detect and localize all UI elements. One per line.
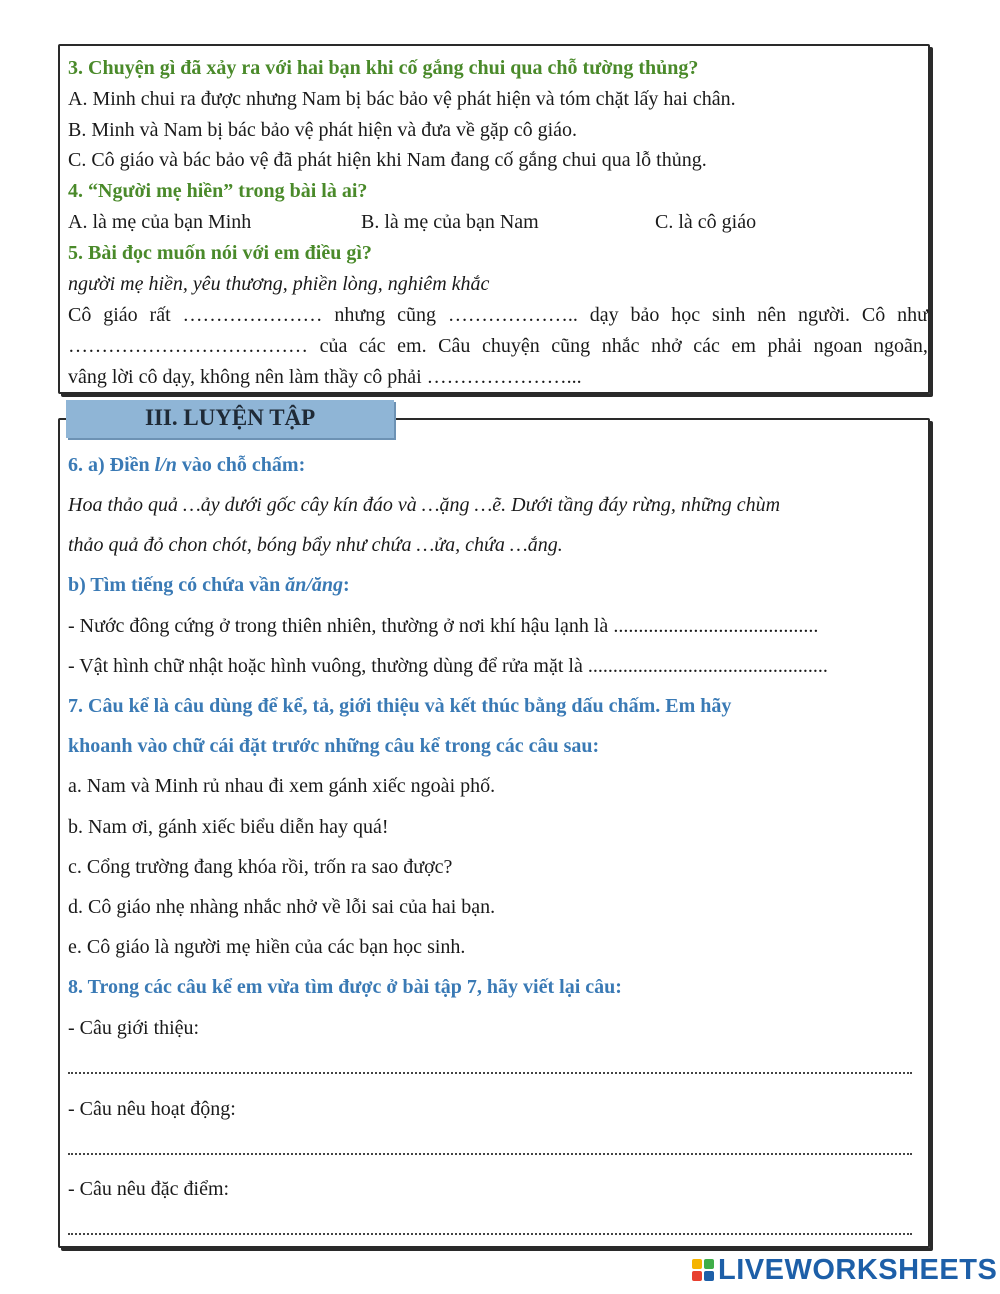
- q5-word: các: [358, 335, 386, 357]
- q7-option-a[interactable]: a. Nam và Minh rủ nhau đi xem gánh xiếc ngoài phố.: [68, 775, 496, 797]
- logo-square-4: [704, 1271, 714, 1281]
- q5-fill-line-1: [68, 302, 928, 328]
- q5-word: rất: [149, 304, 171, 326]
- q7-option-b[interactable]: b. Nam ơi, gánh xiếc biểu diễn hay quá!: [68, 816, 389, 838]
- question-7-line-2: khoanh vào chữ cái đặt trước những câu kể trong các câu sau:: [68, 735, 600, 757]
- q4-option-c[interactable]: C. là cô giáo: [655, 211, 757, 233]
- q7-option-c[interactable]: c. Cổng trường đang khóa rồi, trốn ra sao được?: [68, 856, 453, 878]
- q5-word[interactable]: ………………..: [447, 304, 578, 326]
- q8-answer-line-1[interactable]: [68, 1072, 912, 1074]
- q7-option-e[interactable]: e. Cô giáo là người mẹ hiền của các bạn học sinh.: [68, 936, 466, 958]
- q5-word[interactable]: …………………: [182, 304, 323, 326]
- q5-word: nhở: [651, 335, 682, 357]
- q8-item-2: - Câu nêu hoạt động:: [68, 1098, 236, 1120]
- q5-word: Cô: [861, 304, 886, 326]
- q5-fill-line-2: [68, 333, 928, 359]
- q6-passage-line-2: thảo quả đỏ chon chót, bóng bẩy như chứa …ửa, chứa …ắng.: [68, 534, 563, 556]
- section-title: III. LUYỆN TẬP: [145, 405, 316, 430]
- q6-passage-line-1: Hoa thảo quả …ảy dưới gốc cây kín đáo và …ặng …ẽ. Dưới tầng đáy rừng, những chùm: [68, 494, 781, 516]
- q5-word: ngoan: [813, 335, 863, 357]
- logo-text: LIVEWORKSHEETS: [718, 1253, 998, 1286]
- q7-option-d[interactable]: d. Cô giáo nhẹ nhàng nhắc nhở về lỗi sai của hai bạn.: [68, 896, 496, 918]
- q5-word: sinh: [712, 304, 746, 326]
- q6b-item-1[interactable]: - Nước đông cứng ở trong thiên nhiên, thường ở nơi khí hậu lạnh là .........................................: [68, 615, 819, 637]
- q5-fill-line-3: vâng lời cô dạy, không nên làm thầy cô phải …………………...: [68, 366, 582, 388]
- q5-word: em: [731, 335, 756, 357]
- q3-option-b[interactable]: B. Minh và Nam bị bác bảo vệ phát hiện và đưa về gặp cô giáo.: [68, 119, 578, 141]
- q6b-prefix: b) Tìm tiếng có chứa vần: [68, 574, 286, 596]
- q6a-italic: l/n: [154, 454, 177, 476]
- q6a-suffix: vào chỗ chấm:: [176, 454, 306, 476]
- q4-options: [68, 209, 928, 235]
- liveworksheets-logo: [692, 1254, 997, 1286]
- question-5: 5. Bài đọc muốn nói với em điều gì?: [68, 242, 372, 264]
- question-8: 8. Trong các câu kể em vừa tìm được ở bài tập 7, hãy viết lại câu:: [68, 976, 622, 998]
- q4-option-a[interactable]: A. là mẹ của bạn Minh: [68, 211, 252, 233]
- q5-word: Câu: [438, 335, 471, 357]
- logo-square-1: [692, 1259, 702, 1269]
- logo-mark-icon: [692, 1259, 714, 1281]
- q5-word: bảo: [630, 304, 660, 326]
- q5-word[interactable]: ………………………………: [68, 335, 308, 357]
- question-6b: [68, 572, 350, 598]
- logo-square-2: [704, 1259, 714, 1269]
- question-4: 4. “Người mẹ hiền” trong bài là ai?: [68, 180, 368, 202]
- q6b-item-2[interactable]: - Vật hình chữ nhật hoặc hình vuông, thường dùng để rửa mặt là ................................................: [68, 655, 828, 677]
- q4-option-b[interactable]: B. là mẹ của bạn Nam: [361, 211, 539, 233]
- question-7-line-1: 7. Câu kể là câu dùng để kể, tả, giới thiệu và kết thúc bằng dấu chấm. Em hãy: [68, 695, 732, 717]
- q5-word: nhưng: [334, 304, 386, 326]
- q5-word: nên: [757, 304, 787, 326]
- q5-word: cũng: [551, 335, 591, 357]
- q5-word: như: [897, 304, 928, 326]
- q5-word: của: [319, 335, 348, 357]
- q5-word: người.: [798, 304, 850, 326]
- q6b-suffix: :: [343, 574, 350, 596]
- q5-word: cũng: [397, 304, 436, 326]
- q5-word: nhắc: [601, 335, 640, 357]
- q5-word: học: [671, 304, 701, 326]
- q5-word: Cô: [68, 304, 92, 326]
- q6a-prefix: 6. a) Điền: [68, 454, 155, 476]
- q5-word: ngoãn,: [873, 335, 928, 357]
- q5-word: giáo: [103, 304, 138, 326]
- q8-answer-line-3[interactable]: [68, 1233, 912, 1235]
- question-6a: [68, 452, 305, 478]
- q6b-italic: ăn/ăng: [285, 574, 344, 596]
- q5-word: chuyện: [481, 335, 540, 357]
- q8-item-3: - Câu nêu đặc điểm:: [68, 1178, 230, 1200]
- question-3: 3. Chuyện gì đã xảy ra với hai bạn khi cố gắng chui qua chỗ tường thủng?: [68, 57, 699, 79]
- q5-word: em.: [397, 335, 427, 357]
- q3-option-a[interactable]: A. Minh chui ra được nhưng Nam bị bác bảo vệ phát hiện và tóm chặt lấy hai chân.: [68, 88, 736, 110]
- q5-word: dạy: [589, 304, 619, 326]
- logo-square-3: [692, 1271, 702, 1281]
- q5-word-bank: người mẹ hiền, yêu thương, phiền lòng, nghiêm khắc: [68, 273, 490, 295]
- q3-option-c[interactable]: C. Cô giáo và bác bảo vệ đã phát hiện khi Nam đang cố gắng chui qua lỗ thủng.: [68, 149, 707, 171]
- q8-item-1: - Câu giới thiệu:: [68, 1017, 200, 1039]
- q8-answer-line-2[interactable]: [68, 1153, 912, 1155]
- q5-word: phải: [767, 335, 802, 357]
- q5-word: các: [693, 335, 720, 357]
